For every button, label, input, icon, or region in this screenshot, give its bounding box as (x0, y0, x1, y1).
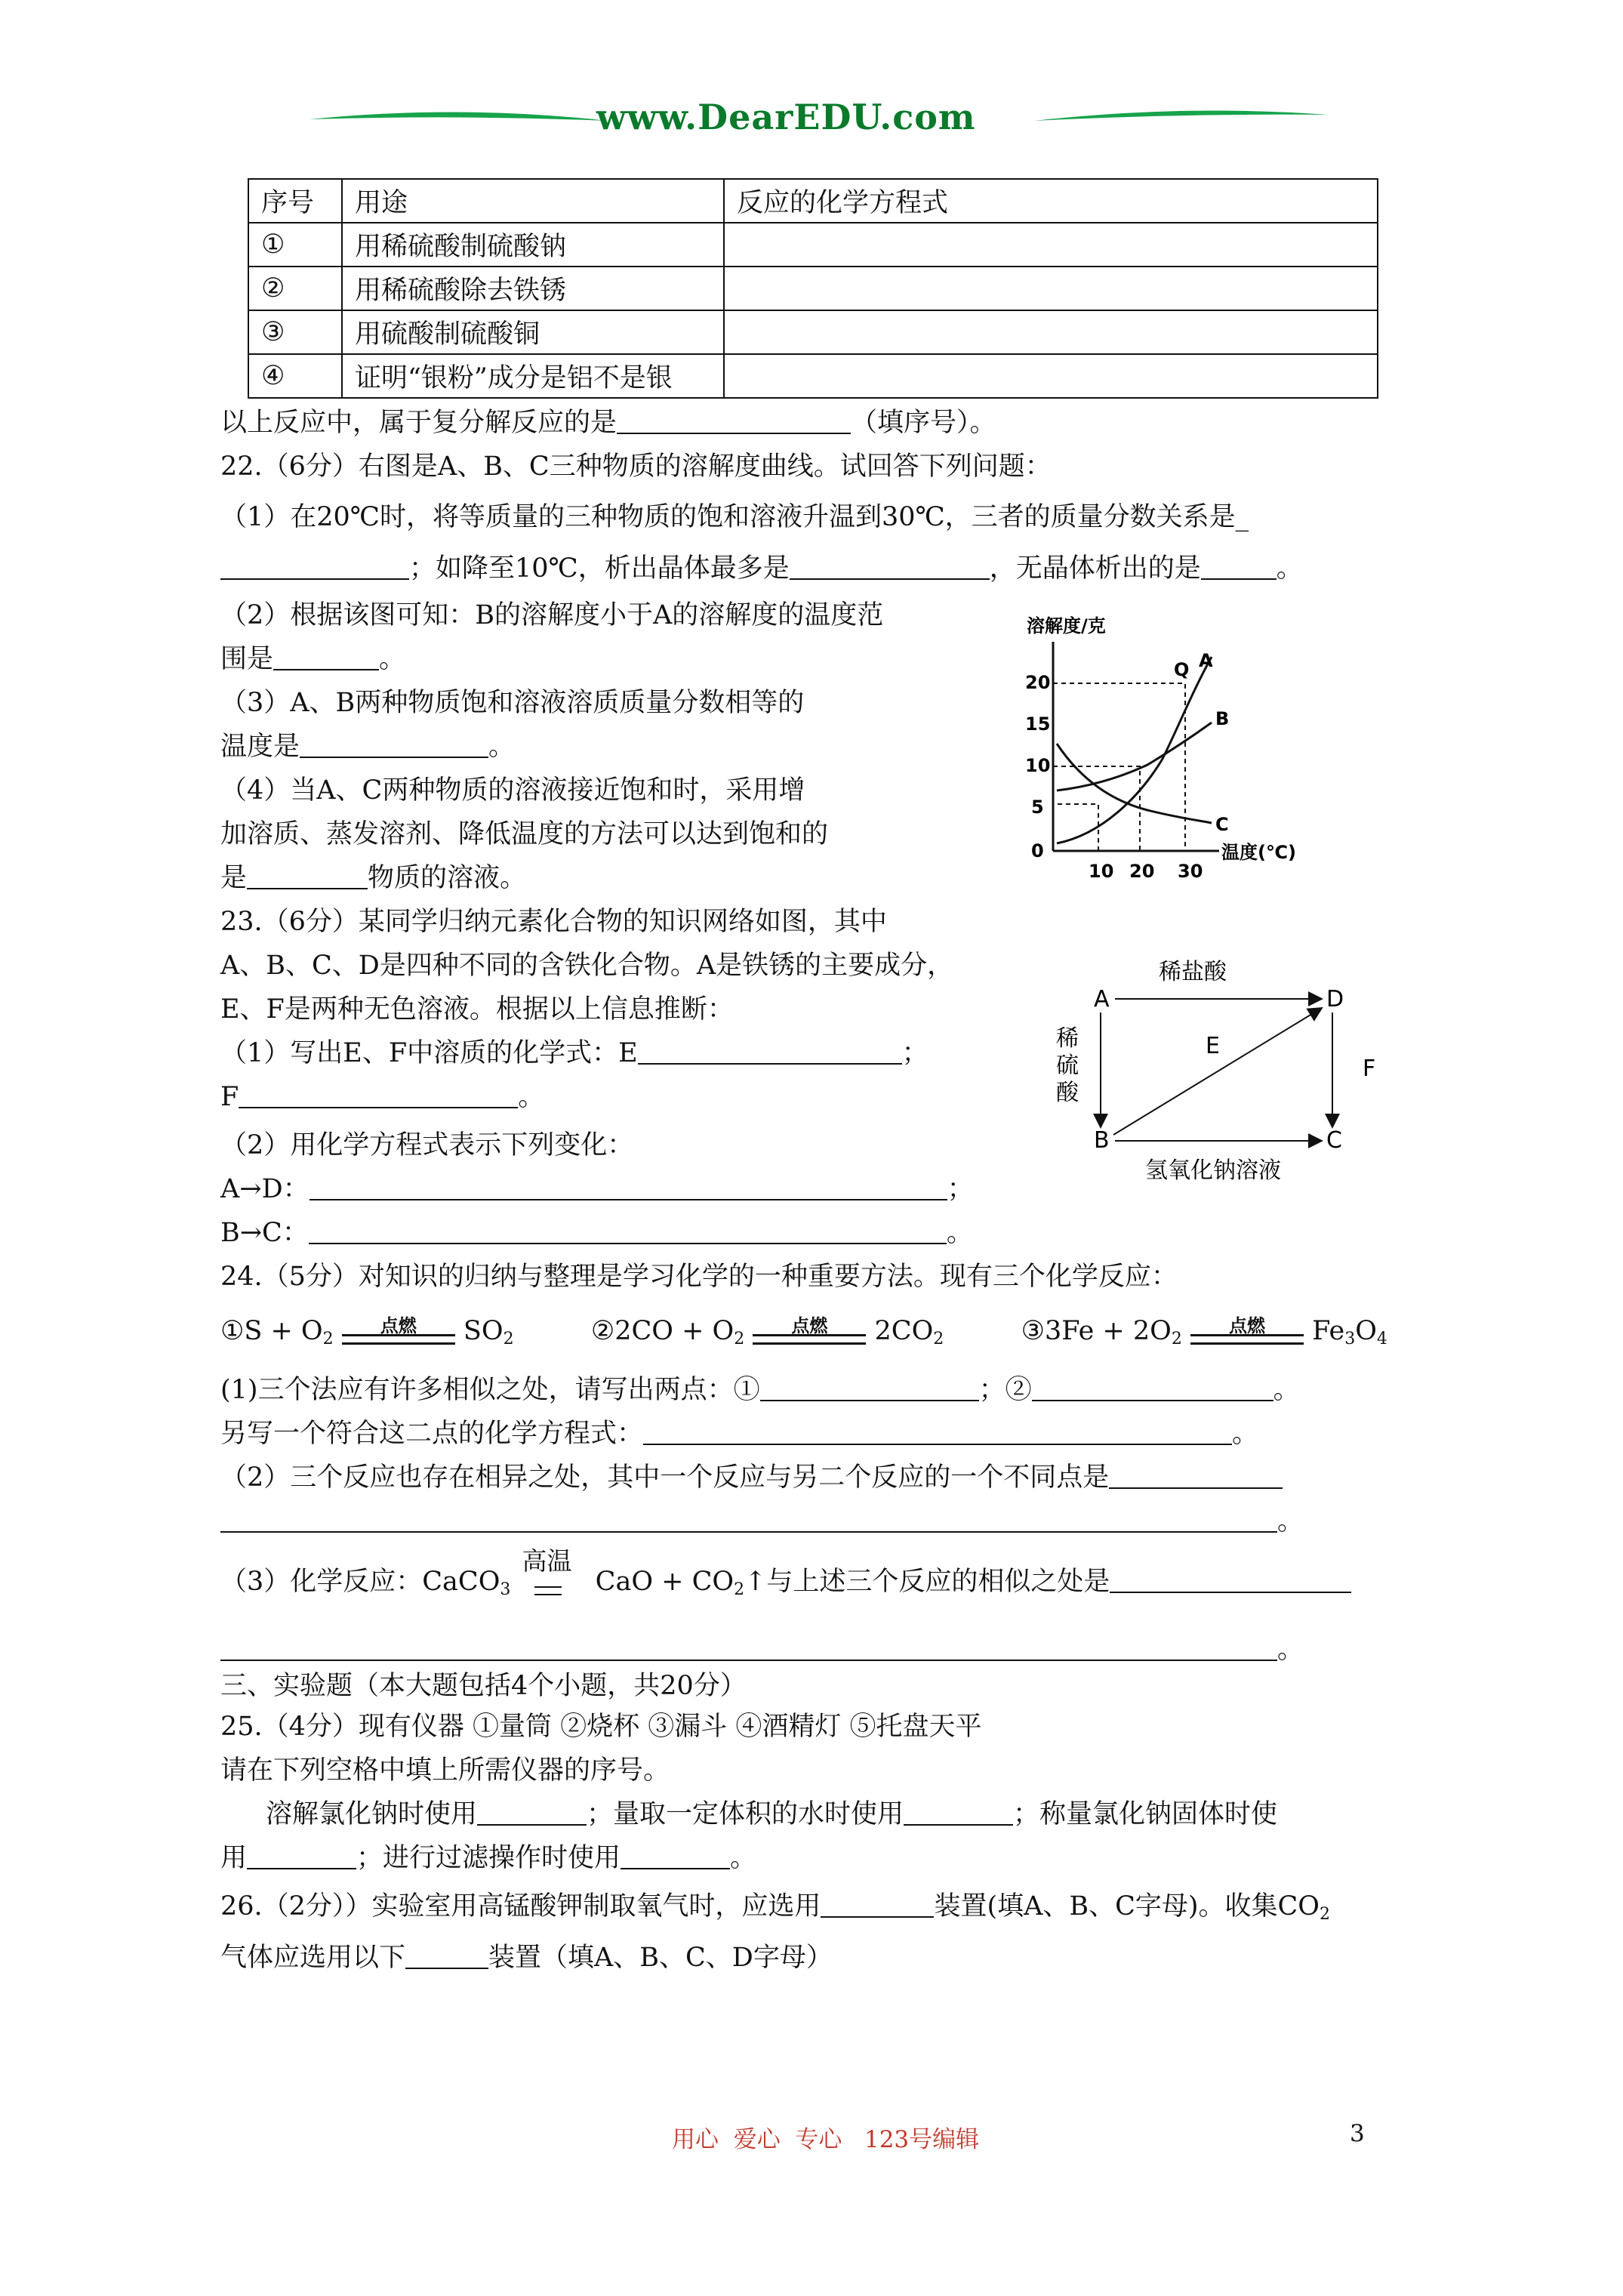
answer-blank[interactable] (1201, 551, 1277, 580)
ignite-arrow: 点燃 (753, 1318, 866, 1348)
row-index: ③ (248, 310, 342, 354)
answer-blank[interactable] (477, 1797, 587, 1826)
q25-line2: 请在下列空格中填上所需仪器的序号。 (220, 1755, 670, 1786)
q23-line2: A、B、C、D是四种不同的含铁化合物。A是铁锈的主要成分， (220, 951, 954, 981)
q25-line3: 溶解氯化钠时使用 ；量取一定体积的水时使用 ；称量氯化钠固体时使 (266, 1795, 1277, 1833)
q23-b-to-c: B→C： 。 (220, 1214, 973, 1252)
ignite-arrow: 点燃 (1190, 1318, 1304, 1348)
node-d: D (1326, 986, 1344, 1012)
x-tick-label: 30 (1178, 861, 1203, 882)
row-equation-cell[interactable] (724, 223, 1378, 267)
answer-blank[interactable] (300, 729, 488, 758)
table-row (248, 267, 1378, 310)
double-decomposition-question: 以上反应中，属于复分解反应的是 （填序号）。 (220, 404, 996, 442)
answer-blank[interactable] (247, 1841, 356, 1869)
q22-part1-line2: ；如降至10℃，析出晶体最多是 ，无晶体析出的是 。 (220, 550, 1303, 587)
y-tick-label: 5 (1031, 797, 1044, 818)
q22-part4-line2: 加溶质、蒸发溶剂、降低温度的方法可以达到饱和的 (220, 819, 829, 849)
q22-part3-line1: （3）A、B两种物质饱和溶液溶质质量分数相等的 (220, 688, 805, 718)
q25-line4: 用 ；进行过滤操作时使用 。 (220, 1839, 756, 1877)
edge-label-sulfuric-1: 稀 (1056, 1025, 1079, 1052)
edge-label-hydrochloric-acid: 稀盐酸 (1159, 959, 1227, 985)
header-equation: 反应的化学方程式 (724, 179, 1378, 223)
row-use: 用硫酸制硫酸铜 (342, 310, 724, 354)
footer-credit: 用心 爱心 专心 123号编辑 (672, 2126, 980, 2153)
page-number: 3 (1350, 2120, 1365, 2147)
q22-part2-line2: 围是 。 (220, 640, 405, 678)
answer-blank[interactable] (247, 861, 368, 889)
row-index: ① (248, 223, 342, 267)
edge-label-sulfuric-3: 酸 (1056, 1080, 1079, 1106)
table-row (248, 354, 1378, 398)
q23-line1: 23.（6分）某同学归纳元素化合物的知识网络如图，其中 (220, 907, 887, 937)
answer-blank[interactable] (621, 1841, 730, 1869)
q23-part2: （2）用化学方程式表示下列变化： (220, 1130, 634, 1160)
q26-line2: 气体应选用以下 装置（填A、B、C、D字母） (220, 1939, 833, 1977)
answer-blank[interactable] (220, 1504, 1277, 1533)
edge-label-sulfuric-2: 硫 (1056, 1052, 1079, 1079)
answer-blank[interactable] (821, 1889, 934, 1918)
table-header-row (248, 179, 1378, 223)
x-tick-label: 20 (1129, 861, 1155, 882)
edge-label-e: E (1206, 1033, 1220, 1059)
iron-compound-network-diagram (1046, 948, 1393, 1189)
q25-line1: 25.（4分）现有仪器 ①量筒 ②烧杯 ③漏斗 ④酒精灯 ⑤托盘天平 (220, 1712, 982, 1742)
q24-part3-line2: 。 (220, 1631, 1304, 1669)
answer-blank[interactable] (405, 1940, 488, 1969)
answer-blank[interactable] (643, 1416, 1232, 1445)
y-tick-label: 0 (1031, 840, 1044, 861)
y-tick-label: 20 (1025, 672, 1051, 693)
answer-blank[interactable] (904, 1797, 1013, 1826)
table-row (248, 310, 1378, 354)
edge-label-f: F (1363, 1056, 1376, 1082)
curve-label-b: B (1215, 708, 1230, 729)
answer-blank[interactable] (273, 642, 379, 670)
answer-blank[interactable] (790, 551, 990, 580)
x-tick-label: 10 (1089, 861, 1114, 882)
y-tick-label: 10 (1025, 755, 1051, 776)
q22-part4-line1: （4）当A、C两种物质的溶液接近饱和时，采用增 (220, 775, 805, 806)
guide-line-10 (1053, 804, 1098, 851)
node-c: C (1326, 1127, 1342, 1154)
answer-blank[interactable] (760, 1373, 979, 1401)
q22-title: 22.（6分）右图是A、B、C三种物质的溶解度曲线。试回答下列问题： (220, 451, 1052, 482)
chart-ylabel: 溶解度/克 (1027, 615, 1106, 636)
row-index: ④ (248, 354, 342, 398)
node-b: B (1094, 1127, 1110, 1154)
q23-part1-line2: F 。 (220, 1078, 544, 1116)
q24-part2-line1: （2）三个反应也存在相异之处，其中一个反应与另二个反应的一个不同点是 (220, 1459, 1283, 1496)
q22-part2-line1: （2）根据该图可知：B的溶解度小于A的溶解度的温度范 (220, 600, 884, 630)
answer-blank[interactable] (220, 1632, 1277, 1661)
chart-xlabel: 温度(℃) (1221, 842, 1296, 863)
q26-line1: 26.（2分））实验室用高锰酸钾制取氧气时，应选用 装置(填A、B、C字母)。收集$CO_2$ (220, 1888, 1330, 1934)
curve-label-a: A (1199, 650, 1213, 671)
q24-part3-line1: （3）化学反应：CaCO$_3$ 高温 CaO + $CO_2↑$与上述三个反应的相似之处是 (220, 1563, 1351, 1609)
answer-blank[interactable] (638, 1036, 902, 1065)
answer-blank[interactable] (309, 1216, 947, 1244)
row-equation-cell[interactable] (724, 267, 1378, 310)
table-row (248, 223, 1378, 267)
row-use: 证明“银粉”成分是铝不是银 (342, 354, 724, 398)
curve-label-c: C (1215, 814, 1229, 835)
q24-part1-line1: (1)三个法应有许多相似之处，请写出两点：① ；② 。 (220, 1371, 1300, 1409)
answer-blank[interactable] (617, 405, 851, 434)
curve-c (1057, 744, 1212, 823)
answer-blank[interactable] (220, 551, 409, 580)
guide-line-20 (1053, 766, 1140, 851)
header-index: 序号 (248, 179, 342, 223)
q24-title: 24.（5分）对知识的归纳与整理是学习化学的一种重要方法。现有三个化学反应： (220, 1262, 1178, 1292)
curve-b (1057, 723, 1212, 791)
row-use: 用稀硫酸制硫酸钠 (342, 223, 724, 267)
high-temp-condition: 高温 (519, 1568, 587, 1598)
node-a: A (1094, 986, 1110, 1012)
q22-part1-line1: （1）在20℃时，将等质量的三种物质的饱和溶液升温到30℃，三者的质量分数关系是_ (220, 502, 1249, 532)
q22-part3-line2: 温度是 。 (220, 728, 515, 766)
answer-blank[interactable] (1109, 1460, 1283, 1489)
usage-table (248, 178, 1378, 399)
q23-a-to-d: A→D： ； (220, 1170, 974, 1208)
q24-part2-line2: 。 (220, 1502, 1304, 1540)
ignite-arrow: 点燃 (342, 1318, 455, 1348)
row-index: ② (248, 267, 342, 310)
q23-line3: E、F是两种无色溶液。根据以上信息推断： (220, 994, 734, 1025)
solubility-chart (1012, 608, 1359, 891)
row-equation-cell[interactable] (724, 310, 1378, 354)
header-use: 用途 (342, 179, 724, 223)
curve-a (1057, 657, 1212, 843)
q24-part1-line2: 另写一个符合这二点的化学方程式： 。 (220, 1415, 1258, 1453)
section-3-title: 三、实验题（本大题包括4个小题，共20分） (220, 1671, 747, 1701)
left-swoosh-decoration (310, 98, 611, 136)
right-swoosh-decoration (1030, 98, 1332, 136)
answer-blank[interactable] (239, 1080, 518, 1108)
edge-b-to-d (1113, 1008, 1322, 1135)
answer-blank[interactable] (310, 1172, 947, 1200)
site-logo-text: www.DearEDU.com (596, 97, 976, 137)
edge-label-naoh: 氢氧化钠溶液 (1145, 1157, 1281, 1184)
y-tick-label: 15 (1025, 713, 1051, 735)
q22-part4-line3: 是 物质的溶液。 (220, 859, 526, 897)
q23-part1-line1: （1）写出E、F中溶质的化学式：E ； (220, 1034, 929, 1072)
point-q-label: Q (1174, 659, 1190, 680)
answer-blank[interactable] (1110, 1564, 1351, 1593)
row-equation-cell[interactable] (724, 354, 1378, 398)
row-use: 用稀硫酸除去铁锈 (342, 267, 724, 310)
q24-reactions: ①S + $O_2$ 点燃 $SO_2$ ②2CO + $O_2$ 点燃 $2CO_2$ ③3Fe + $2O_2$ 点燃 $Fe_3O_4$ (220, 1314, 1387, 1348)
answer-blank[interactable] (1032, 1373, 1273, 1401)
